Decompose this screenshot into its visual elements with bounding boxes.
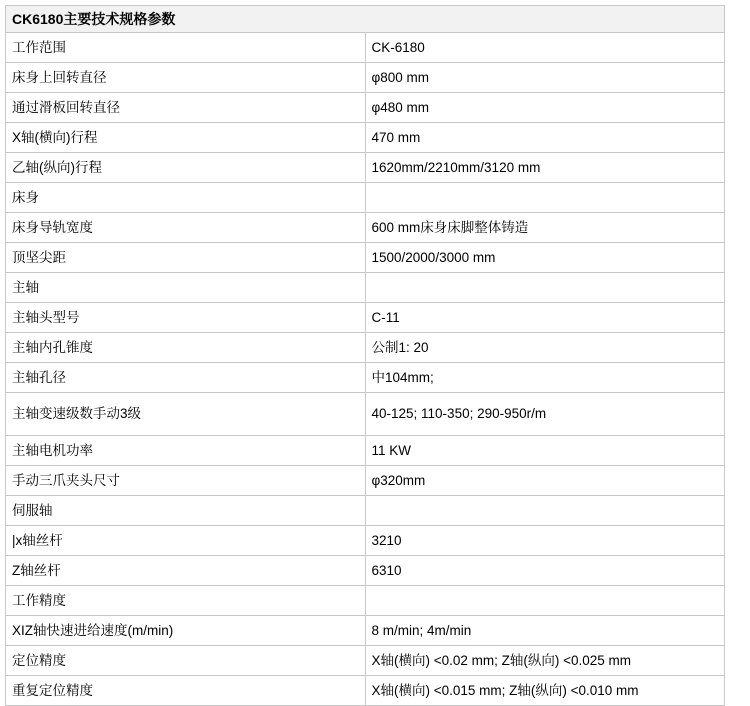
table-row — [6, 183, 725, 213]
spec-label: 床身 — [6, 183, 366, 213]
spec-label: 主轴孔径 — [6, 363, 366, 393]
table-row — [6, 303, 725, 333]
spec-label: 伺服轴 — [6, 496, 366, 526]
spec-value: 8 m/min; 4m/min — [365, 616, 725, 646]
table-row — [6, 436, 725, 466]
spec-label: 乙轴(纵向)行程 — [6, 153, 366, 183]
table-row — [6, 646, 725, 676]
spec-value: 600 mm床身床脚整体铸造 — [365, 213, 725, 243]
spec-label: 主轴头型号 — [6, 303, 366, 333]
table-title-row — [6, 6, 725, 33]
spec-value: φ320mm — [365, 466, 725, 496]
spec-label: 工作精度 — [6, 586, 366, 616]
table-row — [6, 466, 725, 496]
spec-label: X轴(横向)行程 — [6, 123, 366, 153]
spec-value: X轴(横向) <0.015 mm; Z轴(纵向) <0.010 mm — [365, 676, 725, 706]
table-row — [6, 93, 725, 123]
spec-label: 床身上回转直径 — [6, 63, 366, 93]
spec-value: 1500/2000/3000 mm — [365, 243, 725, 273]
spec-label: 主轴内孔锥度 — [6, 333, 366, 363]
table-title: CK6180主要技术规格参数 — [6, 6, 725, 33]
spec-value: φ480 mm — [365, 93, 725, 123]
spec-value: X轴(横向) <0.02 mm; Z轴(纵向) <0.025 mm — [365, 646, 725, 676]
spec-value: 中104mm; — [365, 363, 725, 393]
table-row — [6, 213, 725, 243]
table-row — [6, 526, 725, 556]
spec-value — [365, 273, 725, 303]
spec-label: Z轴丝杆 — [6, 556, 366, 586]
spec-label: 工作范围 — [6, 33, 366, 63]
table-row — [6, 586, 725, 616]
spec-label: 顶坚尖距 — [6, 243, 366, 273]
table-row — [6, 616, 725, 646]
table-row — [6, 243, 725, 273]
spec-value: CK-6180 — [365, 33, 725, 63]
spec-label: 通过滑板回转直径 — [6, 93, 366, 123]
spec-label: 主轴电机功率 — [6, 436, 366, 466]
table-row — [6, 363, 725, 393]
spec-value: 3210 — [365, 526, 725, 556]
spec-value: φ800 mm — [365, 63, 725, 93]
table-row — [6, 556, 725, 586]
table-row — [6, 123, 725, 153]
spec-value — [365, 496, 725, 526]
spec-value: C-11 — [365, 303, 725, 333]
spec-value: 470 mm — [365, 123, 725, 153]
table-row — [6, 33, 725, 63]
spec-value: 公制1: 20 — [365, 333, 725, 363]
spec-label: 重复定位精度 — [6, 676, 366, 706]
table-row — [6, 273, 725, 303]
specification-table — [5, 5, 725, 706]
spec-value — [365, 183, 725, 213]
table-row — [6, 676, 725, 706]
spec-label: |x轴丝杆 — [6, 526, 366, 556]
spec-value: 11 KW — [365, 436, 725, 466]
spec-value: 6310 — [365, 556, 725, 586]
spec-value: 1620mm/2210mm/3120 mm — [365, 153, 725, 183]
spec-label: 床身导轨宽度 — [6, 213, 366, 243]
spec-label: 主轴变速级数手动3级 — [6, 393, 366, 436]
table-row — [6, 153, 725, 183]
specification-table-body — [6, 6, 725, 706]
table-row — [6, 496, 725, 526]
spec-label: XIZ轴快速进给速度(m/min) — [6, 616, 366, 646]
spec-label: 手动三爪夹头尺寸 — [6, 466, 366, 496]
spec-value: 40-125; 110-350; 290-950r/m — [365, 393, 725, 436]
spec-value — [365, 586, 725, 616]
table-row — [6, 63, 725, 93]
spec-label: 定位精度 — [6, 646, 366, 676]
table-row — [6, 333, 725, 363]
spec-label: 主轴 — [6, 273, 366, 303]
table-row — [6, 393, 725, 436]
